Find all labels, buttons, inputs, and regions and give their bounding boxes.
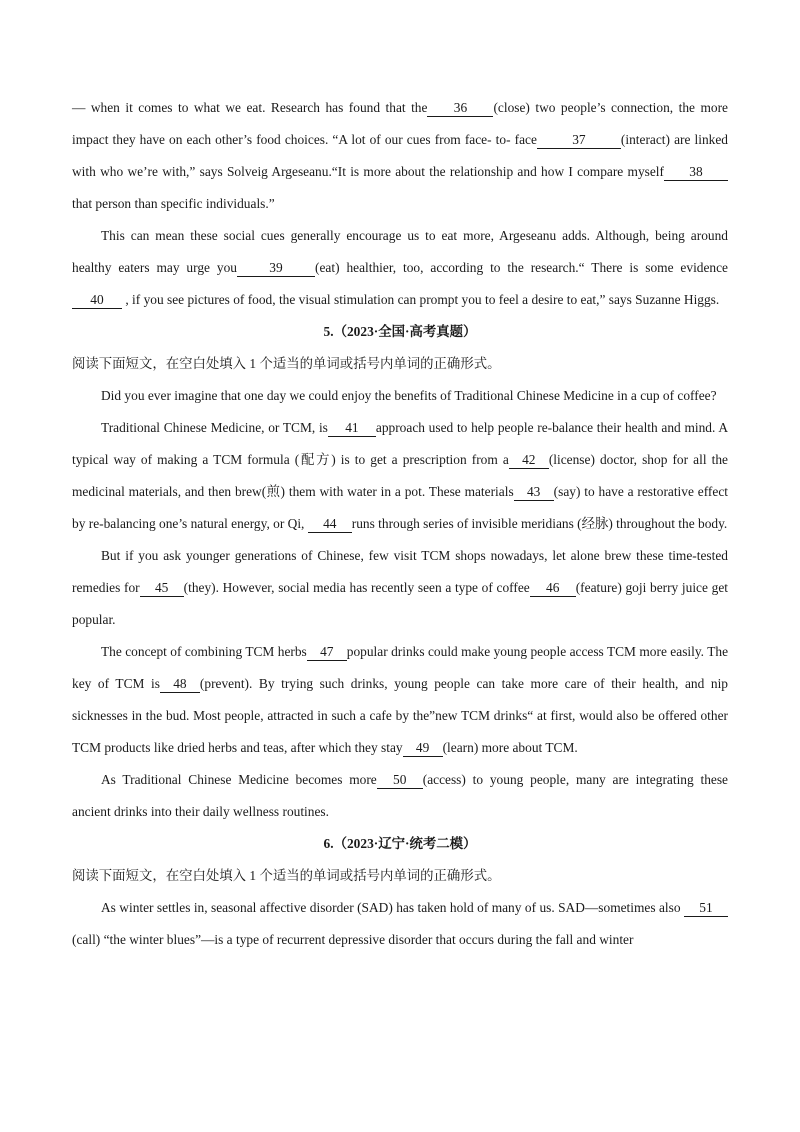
text: (call) “the winter blues”—is a type of recurrent depressive disorder that occurs during the fall and winter <box>72 932 634 947</box>
text: Traditional Chinese Medicine, or TCM, is <box>101 420 328 435</box>
text: But if you ask younger generations of Chinese, few visit TCM shops nowadays, let alone brew these time-tested remedies for <box>72 548 728 595</box>
text: (they). However, social media has recently seen a type of coffee <box>183 580 530 595</box>
text: As winter settles in, seasonal affective disorder (SAD) has taken hold of many of us. SAD—sometimes also <box>101 900 681 915</box>
text: (prevent). By trying such drinks, young people can take more care of their health, and nip sicknesses in the bud. Most people, attracted in such a cafe by the”new TCM drinks“ at first, would also be offered other TCM products like dried herbs and teas, after which they stay <box>72 676 728 755</box>
blank-41[interactable]: 41 <box>328 420 376 437</box>
blank-51[interactable]: 51 <box>684 900 728 917</box>
text: The concept of combining TCM herbs <box>101 644 307 659</box>
text: runs through series of invisible meridians (经脉) throughout the body. <box>351 516 728 531</box>
passage4-paragraph-2 <box>72 220 728 316</box>
text: As Traditional Chinese Medicine becomes more <box>101 772 377 787</box>
text: (learn) more about TCM. <box>442 740 578 755</box>
passage5-paragraph-5 <box>72 764 728 828</box>
blank-49[interactable]: 49 <box>403 740 443 757</box>
blank-39[interactable]: 39 <box>237 260 315 277</box>
passage4-paragraph-1 <box>72 92 728 220</box>
text: (say) to have a restorative effect by re-balancing one’s natural energy, or Qi, <box>72 484 728 531</box>
blank-36[interactable]: 36 <box>427 100 493 117</box>
document-page <box>72 92 728 956</box>
text: that person than specific individuals.” <box>72 196 275 211</box>
passage6-paragraph-1 <box>72 892 728 956</box>
section-6-heading: 6.（2023·辽宁·统考二模） <box>323 836 477 851</box>
text: This can mean these social cues generally encourage us to eat more, Argeseanu adds. Although, being around healthy eaters may urge you <box>72 228 728 275</box>
text: approach used to help people re-balance their health and mind. A typical way of making a TCM formula (配方) is to get a prescription from a <box>72 420 728 467</box>
blank-38[interactable]: 38 <box>664 164 728 181</box>
text: (eat) healthier, too, according to the research.“ There is some evidence <box>315 260 729 275</box>
text: (feature) goji berry juice get popular. <box>72 580 728 627</box>
passage5-paragraph-1: Did you ever imagine that one day we could enjoy the benefits of Traditional Chinese Medicine in a cup of coffee? <box>101 388 717 403</box>
blank-48[interactable]: 48 <box>160 676 200 693</box>
blank-45[interactable]: 45 <box>140 580 184 597</box>
section-6-instruction: 阅读下面短文，在空白处填入 1 个适当的单词或括号内单词的正确形式。 <box>72 868 501 883</box>
blank-44[interactable]: 44 <box>308 516 352 533</box>
blank-42[interactable]: 42 <box>509 452 549 469</box>
blank-40[interactable]: 40 <box>72 292 122 309</box>
blank-43[interactable]: 43 <box>514 484 554 501</box>
blank-47[interactable]: 47 <box>307 644 347 661</box>
text: (interact) are linked with who we’re with,” says Solveig Argeseanu.“It is more about the relationship and how I compare myself <box>72 132 728 179</box>
blank-37[interactable]: 37 <box>537 132 621 149</box>
passage5-paragraph-4 <box>72 636 728 764</box>
passage5-paragraph-3 <box>72 540 728 636</box>
blank-46[interactable]: 46 <box>530 580 576 597</box>
text: (license) doctor, shop for all the medicinal materials, and then brew(煎) them with water in a pot. These materials <box>72 452 728 499</box>
text: — when it comes to what we eat. Research has found that the <box>72 100 428 115</box>
text: popular drinks could make young people access TCM more easily. The key of TCM is <box>72 644 729 691</box>
text: (close) two people’s connection, the more impact they have on each other’s food choices. “A lot of our cues from face- to- face <box>72 100 728 147</box>
passage5-paragraph-2 <box>72 412 728 540</box>
section-5-instruction: 阅读下面短文，在空白处填入 1 个适当的单词或括号内单词的正确形式。 <box>72 356 501 371</box>
section-5-heading: 5.（2023·全国·高考真题） <box>323 324 477 339</box>
blank-50[interactable]: 50 <box>377 772 423 789</box>
text: , if you see pictures of food, the visual stimulation can prompt you to feel a desire to eat,” says Suzanne Higgs. <box>125 292 720 307</box>
text: (access) to young people, many are integrating these ancient drinks into their daily wellness routines. <box>72 772 728 819</box>
